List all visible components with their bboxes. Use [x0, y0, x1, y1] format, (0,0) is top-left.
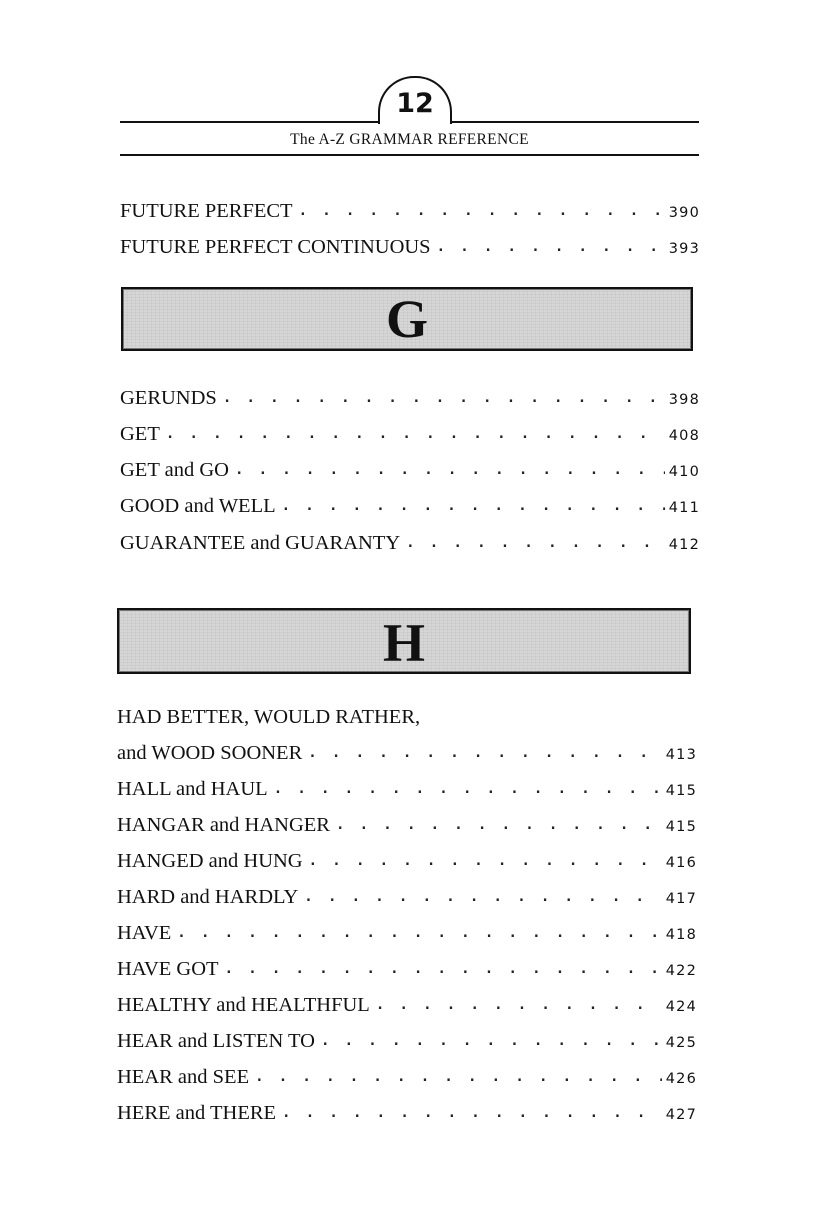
- toc-entry: [120, 229, 700, 259]
- toc-entry: [120, 488, 700, 518]
- entry-page: 413: [665, 747, 697, 763]
- toc-entry: [117, 879, 697, 909]
- entry-term: HAVE: [117, 922, 172, 944]
- entry-page: 390: [668, 205, 700, 221]
- entry-term: GUARANTEE and GUARANTY: [120, 532, 401, 554]
- entry-term: HEALTHY and HEALTHFUL: [117, 994, 370, 1016]
- dot-leader: [274, 777, 662, 801]
- entry-term: HERE and THERE: [117, 1102, 277, 1124]
- toc-entry: [120, 525, 700, 555]
- toc-entry: [117, 771, 697, 801]
- entry-term: HANGAR and HANGER: [117, 814, 330, 836]
- dot-leader: [282, 1101, 662, 1125]
- entry-page: 418: [665, 927, 697, 943]
- dot-leader: [336, 813, 662, 837]
- toc-entry: [117, 951, 697, 981]
- entry-page: 411: [668, 500, 700, 516]
- dot-leader: [223, 386, 665, 410]
- toc-entry-heading-line: [117, 699, 697, 729]
- entry-page: 408: [668, 428, 700, 444]
- entry-page: 393: [668, 241, 700, 257]
- entry-page: 415: [665, 819, 697, 835]
- toc-entry: [117, 843, 697, 873]
- entry-page: 417: [665, 891, 697, 907]
- entry-page: 422: [665, 963, 697, 979]
- entry-term: HEAR and SEE: [117, 1066, 250, 1088]
- entry-page: 424: [665, 999, 697, 1015]
- dot-leader: [321, 1029, 662, 1053]
- section-banner-g: [121, 287, 693, 351]
- section-letter: H: [382, 613, 425, 673]
- entry-term: HANGED and HUNG: [117, 850, 303, 872]
- toc-entry: [120, 416, 700, 446]
- entry-page: 410: [668, 464, 700, 480]
- toc-entry: [117, 1059, 697, 1089]
- running-head: The A-Z GRAMMAR REFERENCE: [290, 131, 529, 148]
- entry-page: 398: [668, 392, 700, 408]
- toc-entry: [117, 915, 697, 945]
- entry-page: 416: [665, 855, 697, 871]
- entry-term: and WOOD SOONER: [117, 742, 303, 764]
- toc-entry: [120, 452, 700, 482]
- entry-term: HAD BETTER, WOULD RATHER,: [117, 706, 421, 728]
- entry-page: 425: [665, 1035, 697, 1051]
- entry-term: GET and GO: [120, 459, 229, 481]
- entry-term: HEAR and LISTEN TO: [117, 1030, 315, 1052]
- dot-leader: [177, 921, 661, 945]
- dot-leader: [308, 741, 661, 765]
- dot-leader: [376, 993, 662, 1017]
- header-rule-left: [120, 121, 382, 123]
- toc-entry: [117, 735, 697, 765]
- section-letter: G: [385, 289, 428, 349]
- entry-page: 415: [665, 783, 697, 799]
- toc-entry: [117, 807, 697, 837]
- toc-entry: [117, 987, 697, 1017]
- entry-term: HARD and HARDLY: [117, 886, 299, 908]
- entry-term: FUTURE PERFECT: [120, 200, 293, 222]
- entry-term: GOOD and WELL: [120, 495, 276, 517]
- dot-leader: [406, 531, 665, 555]
- entry-term: GET: [120, 423, 160, 445]
- toc-entry: [120, 193, 700, 223]
- dot-leader: [304, 885, 661, 909]
- dot-leader: [299, 199, 665, 223]
- dot-leader: [235, 458, 665, 482]
- header-rule-right: [444, 121, 699, 123]
- dot-leader: [255, 1065, 662, 1089]
- dot-leader: [166, 422, 665, 446]
- dot-leader: [437, 235, 665, 259]
- section-banner-h: [117, 608, 691, 674]
- header-rule-bottom: [120, 154, 699, 156]
- entry-term: GERUNDS: [120, 387, 217, 409]
- dot-leader: [282, 494, 665, 518]
- entry-page: 426: [665, 1071, 697, 1087]
- entry-term: HALL and HAUL: [117, 778, 268, 800]
- toc-entry: [120, 380, 700, 410]
- toc-entry: [117, 1095, 697, 1125]
- entry-term: HAVE GOT: [117, 958, 219, 980]
- toc-entry: [117, 1023, 697, 1053]
- dot-leader: [225, 957, 662, 981]
- entry-page: 412: [668, 537, 700, 553]
- dot-leader: [309, 849, 662, 873]
- entry-page: 427: [665, 1107, 697, 1123]
- page-number: 12: [396, 88, 434, 119]
- entry-term: FUTURE PERFECT CONTINUOUS: [120, 236, 431, 258]
